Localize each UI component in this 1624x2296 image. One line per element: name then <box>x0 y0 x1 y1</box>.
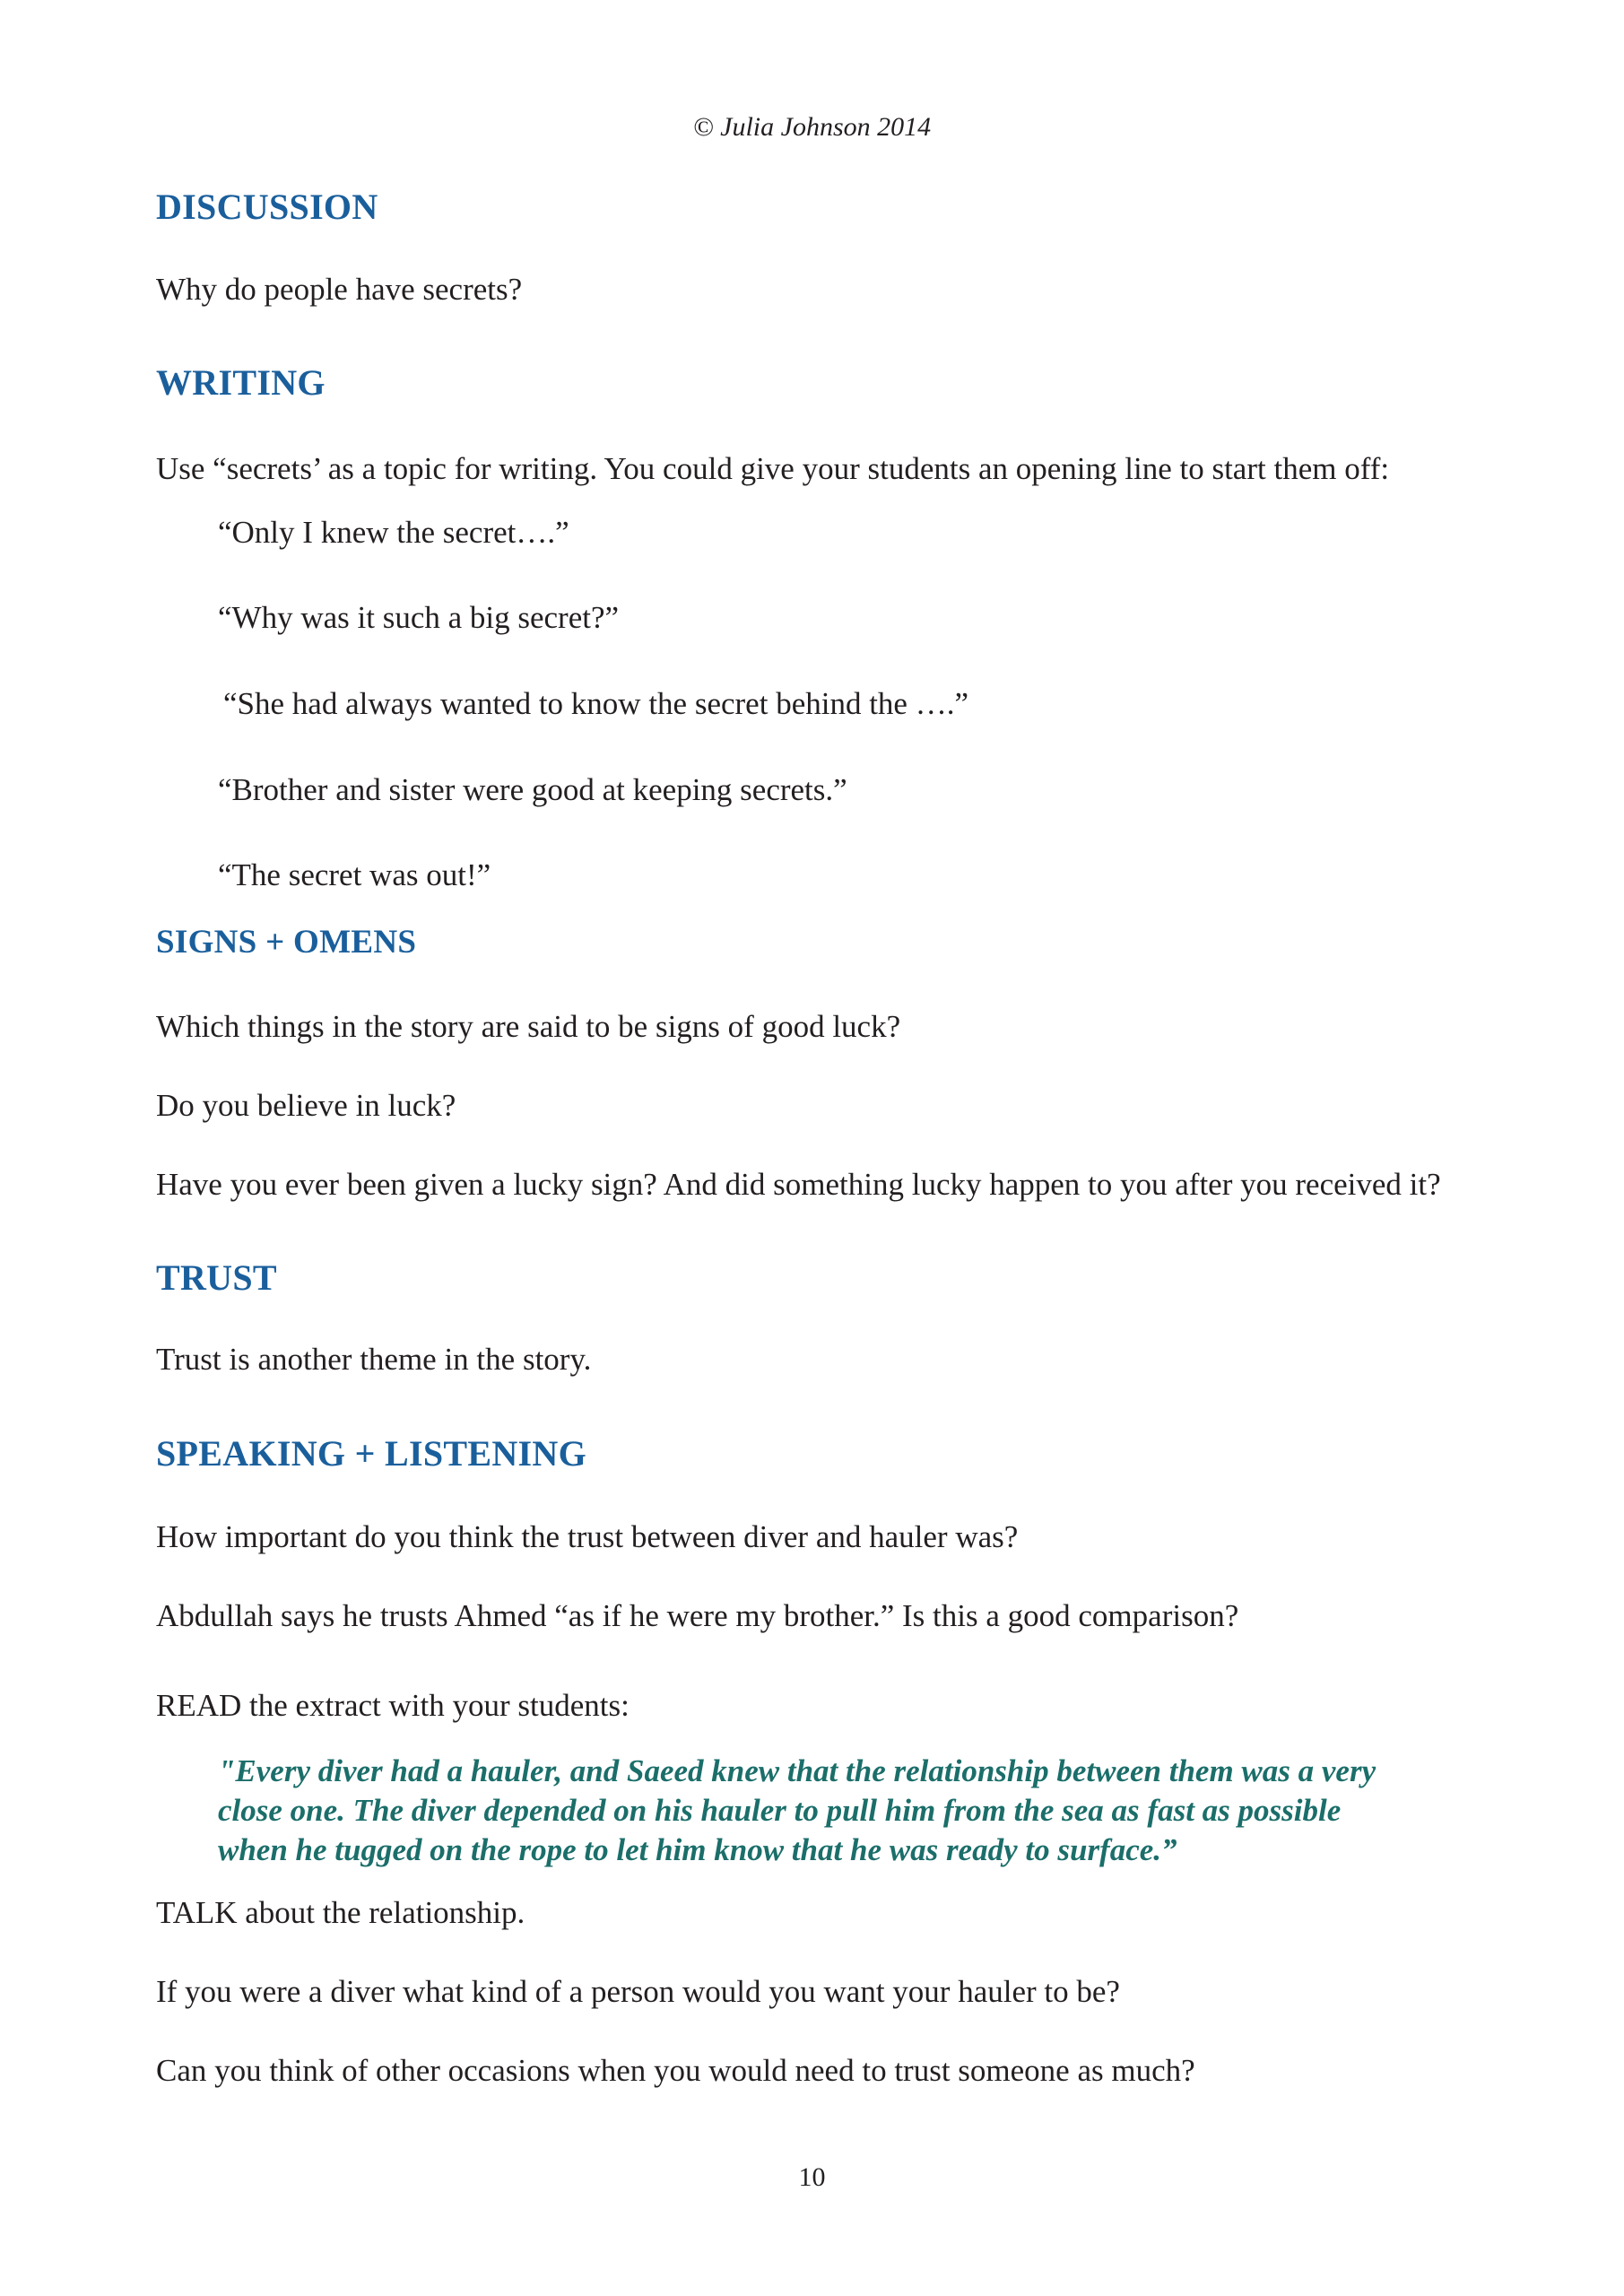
writing-prompt: “Why was it such a big secret?” <box>218 600 620 635</box>
writing-prompt: “The secret was out!” <box>218 857 491 892</box>
writing-prompt: “She had always wanted to know the secret behind the ….” <box>223 686 968 721</box>
read-instruction: READ the extract with your students: <box>156 1688 630 1723</box>
heading-writing: WRITING <box>156 362 326 403</box>
extract-line: close one. The diver depended on his hauler to pull him from the sea as fast as possible <box>218 1793 1342 1828</box>
copyright-notice: © Julia Johnson 2014 <box>692 112 932 142</box>
discussion-question: Why do people have secrets? <box>156 272 523 307</box>
followup-question: If you were a diver what kind of a person would you want your hauler to be? <box>156 1974 1120 2009</box>
writing-intro: Use “secrets’ as a topic for writing. You could give your students an opening line to start them off: <box>156 451 1390 486</box>
extract-line: "Every diver had a hauler, and Saeed knew that the relationship between them was a very <box>218 1753 1376 1788</box>
speaking-question: How important do you think the trust between diver and hauler was? <box>156 1519 1019 1554</box>
heading-discussion: DISCUSSION <box>156 187 378 227</box>
followup-question: Can you think of other occasions when you would need to trust someone as much? <box>156 2053 1195 2088</box>
extract-line: when he tugged on the rope to let him know that he was ready to surface.” <box>218 1832 1177 1867</box>
writing-prompt: “Brother and sister were good at keeping secrets.” <box>218 772 847 807</box>
talk-instruction: TALK about the relationship. <box>156 1895 525 1930</box>
story-extract <box>218 1752 1509 1870</box>
writing-prompt: “Only I knew the secret….” <box>218 515 569 550</box>
signs-question: Have you ever been given a lucky sign? And did something lucky happen to you after you received it? <box>156 1167 1441 1202</box>
speaking-question: Abdullah says he trusts Ahmed “as if he were my brother.” Is this a good comparison? <box>156 1598 1239 1633</box>
page-number: 10 <box>798 2162 826 2192</box>
heading-trust: TRUST <box>156 1257 277 1298</box>
signs-question: Do you believe in luck? <box>156 1088 456 1123</box>
signs-question: Which things in the story are said to be signs of good luck? <box>156 1009 901 1044</box>
trust-text: Trust is another theme in the story. <box>156 1342 592 1377</box>
heading-signs-omens: SIGNS + OMENS <box>156 924 417 961</box>
heading-speaking-listening: SPEAKING + LISTENING <box>156 1433 587 1474</box>
